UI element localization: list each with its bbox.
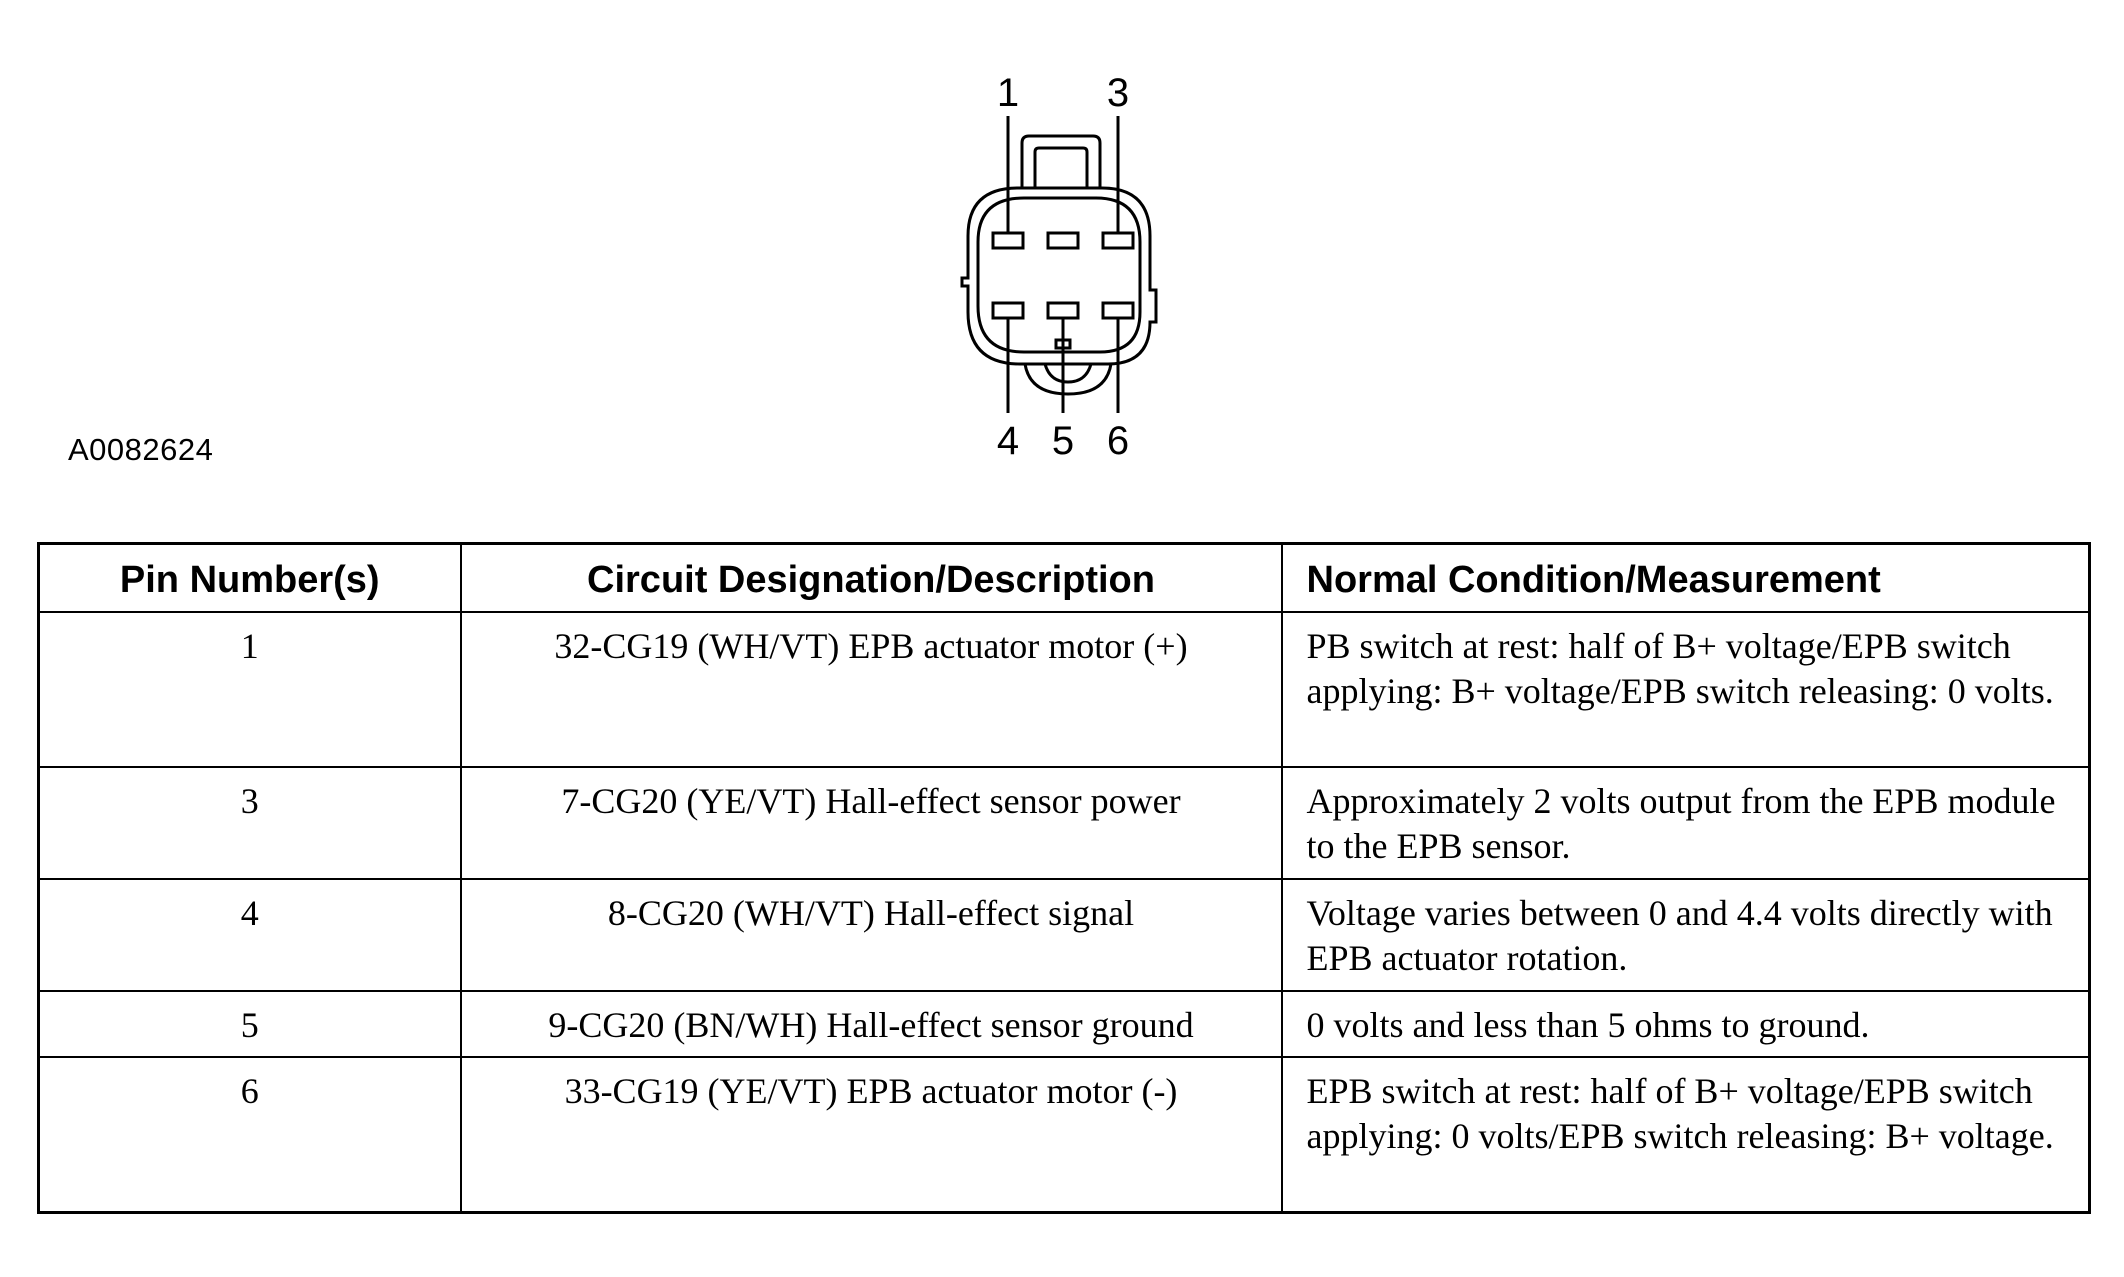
cell-condition: 0 volts and less than 5 ohms to ground. (1282, 991, 2090, 1057)
table-row (39, 991, 2090, 1057)
pin-3-cavity (1103, 233, 1133, 248)
table-row (39, 612, 2090, 767)
table-row (39, 767, 2090, 879)
pin-label-6: 6 (1106, 419, 1130, 463)
header-pin-number: Pin Number(s) (39, 544, 461, 613)
pin-5-cavity (1048, 303, 1078, 318)
pin-table (37, 542, 2091, 1214)
cell-pin: 5 (39, 991, 461, 1057)
connector-housing-outer (962, 188, 1156, 364)
pin-label-3: 3 (1106, 71, 1130, 115)
table-row (39, 1057, 2090, 1213)
connector-latch-inner (1035, 148, 1087, 188)
header-circuit: Circuit Designation/Description (461, 544, 1282, 613)
header-condition: Normal Condition/Measurement (1282, 544, 2090, 613)
cell-condition: Voltage varies between 0 and 4.4 volts directly with EPB actuator rotation. (1282, 879, 2090, 991)
pin-4-cavity (993, 303, 1023, 318)
cell-circuit: 8-CG20 (WH/VT) Hall-effect signal (461, 879, 1282, 991)
pin-2-cavity (1048, 233, 1078, 248)
pin-label-5: 5 (1051, 419, 1075, 463)
cell-pin: 4 (39, 879, 461, 991)
cell-circuit: 7-CG20 (YE/VT) Hall-effect sensor power (461, 767, 1282, 879)
connector-housing-inner (978, 198, 1140, 352)
cell-circuit: 9-CG20 (BN/WH) Hall-effect sensor ground (461, 991, 1282, 1057)
cell-pin: 1 (39, 612, 461, 767)
pin-1-cavity (993, 233, 1023, 248)
connector-diagram (0, 0, 2124, 520)
cell-pin: 3 (39, 767, 461, 879)
connector-key-inner (1045, 364, 1091, 382)
pin-6-cavity (1103, 303, 1133, 318)
cell-condition: EPB switch at rest: half of B+ voltage/EPB switch applying: 0 volts/EPB switch releasing: B+ voltage. (1282, 1057, 2090, 1213)
cell-pin: 6 (39, 1057, 461, 1213)
connector-key (1025, 364, 1111, 394)
pin-label-1: 1 (996, 71, 1020, 115)
table-row (39, 879, 2090, 991)
figure-id: A0082624 (68, 432, 214, 467)
cell-condition: PB switch at rest: half of B+ voltage/EPB switch applying: B+ voltage/EPB switch releasing: 0 volts. (1282, 612, 2090, 767)
cell-condition: Approximately 2 volts output from the EPB module to the EPB sensor. (1282, 767, 2090, 879)
pin-label-4: 4 (996, 419, 1020, 463)
table-header-row (39, 544, 2090, 613)
cell-circuit: 32-CG19 (WH/VT) EPB actuator motor (+) (461, 612, 1282, 767)
cell-circuit: 33-CG19 (YE/VT) EPB actuator motor (-) (461, 1057, 1282, 1213)
